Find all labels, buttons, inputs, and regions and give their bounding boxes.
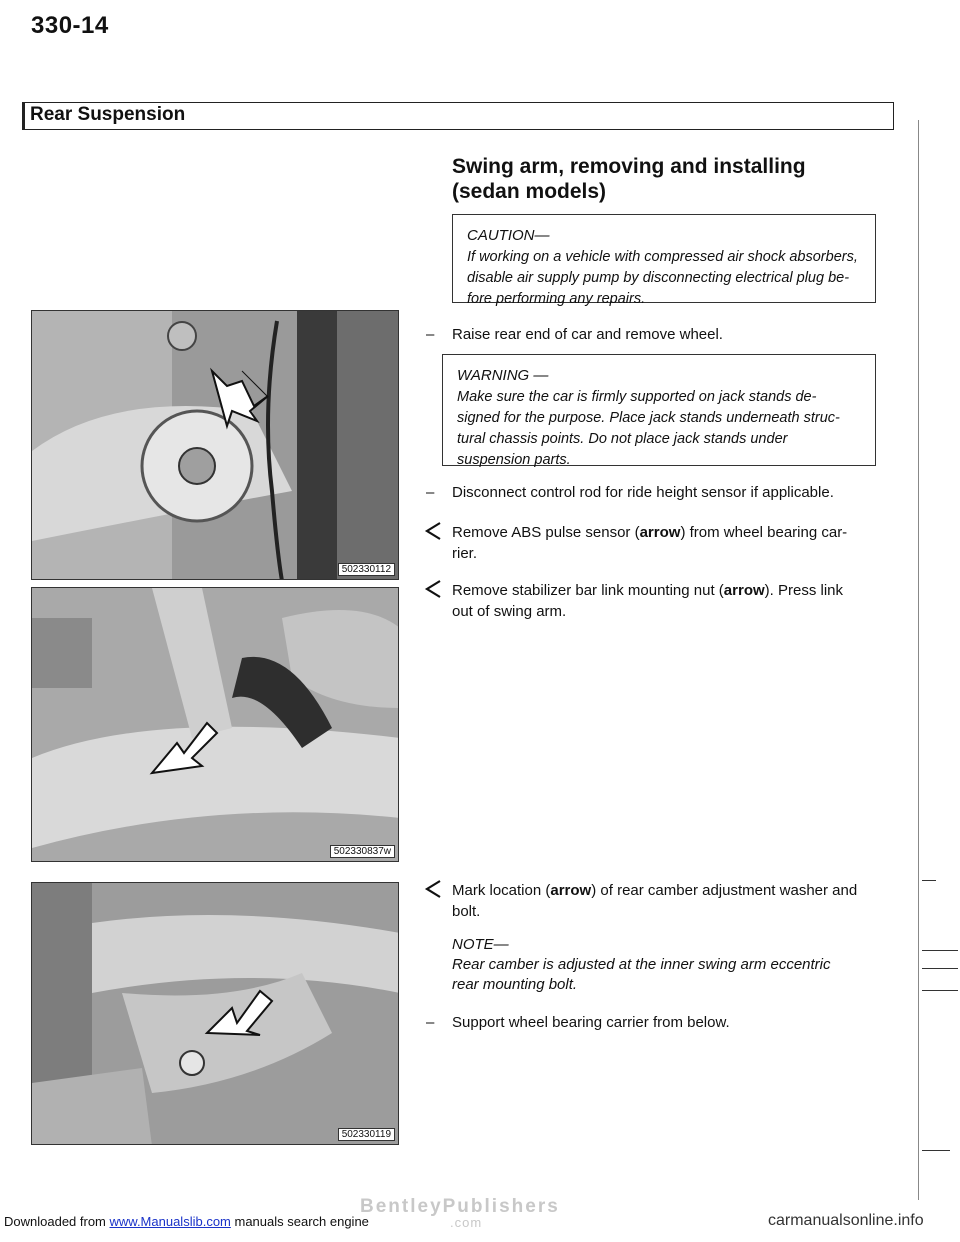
- warning-box: [442, 354, 876, 466]
- warning-line: suspension parts.: [457, 452, 571, 468]
- figure-camber-washer-photo: [31, 882, 399, 1145]
- caution-box: [452, 214, 876, 307]
- step-text: Support wheel bearing carrier from below.: [452, 1014, 730, 1031]
- note-line: rear mounting bolt.: [452, 976, 578, 993]
- procedure-title-line: (sedan models): [452, 180, 607, 203]
- step-raise-car: [426, 324, 723, 345]
- figure-pointer-icon: [422, 578, 444, 600]
- step-remove-stabilizer-nut: [452, 580, 882, 622]
- footer-site-watermark: carmanualsonline.info: [768, 1212, 924, 1229]
- procedure-title-line: Swing arm, removing and installing: [452, 155, 806, 178]
- edge-tick: [922, 880, 936, 881]
- edge-tick: [922, 968, 958, 969]
- caution-line: If working on a vehicle with compressed air shock absorbers,: [467, 249, 858, 265]
- caution-line: fore performing any repairs.: [467, 291, 646, 307]
- note-line: Rear camber is adjusted at the inner swing arm eccentric: [452, 956, 831, 973]
- step-remove-abs-sensor: [452, 522, 882, 564]
- page-number: 330-14: [31, 12, 109, 39]
- warning-heading: WARNING —: [457, 367, 549, 384]
- footer-suffix: manuals search engine: [230, 1214, 369, 1229]
- note-block: [452, 935, 882, 995]
- figure-code: 502330119: [338, 1128, 395, 1141]
- publisher-watermark: BentleyPublishers: [360, 1196, 560, 1217]
- warning-line: Make sure the car is firmly supported on jack stands de-: [457, 389, 817, 405]
- section-title: Rear Suspension: [30, 104, 186, 125]
- step-disconnect-control-rod: [426, 482, 834, 503]
- step-dash: –: [426, 484, 435, 501]
- edge-tick: [922, 1150, 950, 1151]
- procedure-title: [452, 154, 872, 204]
- warning-line: tural chassis points. Do not place jack stands under: [457, 431, 788, 447]
- step-line: bolt.: [452, 903, 481, 920]
- edge-tick: [922, 950, 958, 951]
- figure-stabilizer-link-photo: [31, 587, 399, 862]
- step-line: rier.: [452, 545, 478, 562]
- footer-download-note: [4, 1214, 369, 1229]
- step-line: Mark location (arrow) of rear camber adjustment washer and: [452, 882, 858, 899]
- step-text: Raise rear end of car and remove wheel.: [452, 326, 723, 343]
- edge-tick: [922, 990, 958, 991]
- step-mark-camber-washer: [452, 880, 882, 922]
- page-edge-line: [918, 120, 919, 1200]
- step-text: Disconnect control rod for ride height sensor if applicable.: [452, 484, 834, 501]
- caution-heading: CAUTION—: [467, 227, 550, 244]
- step-line: Remove ABS pulse sensor (arrow) from wheel bearing car-: [452, 524, 848, 541]
- manualslib-link[interactable]: www.Manualslib.com: [109, 1214, 231, 1229]
- figure-pointer-icon: [422, 878, 444, 900]
- footer-prefix: Downloaded from: [4, 1214, 110, 1229]
- step-line: Remove stabilizer bar link mounting nut (arrow). Press link: [452, 582, 844, 599]
- step-dash: –: [426, 326, 435, 343]
- step-support-bearing-carrier: [426, 1012, 730, 1033]
- publisher-watermark-domain: .com: [450, 1215, 483, 1230]
- warning-line: signed for the purpose. Place jack stands underneath struc-: [457, 410, 840, 426]
- figure-pointer-icon: [422, 520, 444, 542]
- caution-line: disable air supply pump by disconnecting electrical plug be-: [467, 270, 850, 286]
- figure-code: 502330837w: [330, 845, 395, 858]
- figure-abs-sensor-photo: [31, 310, 399, 580]
- figure-code: 502330112: [338, 563, 395, 576]
- note-heading: NOTE—: [452, 936, 509, 953]
- step-dash: –: [426, 1014, 435, 1031]
- step-line: out of swing arm.: [452, 603, 567, 620]
